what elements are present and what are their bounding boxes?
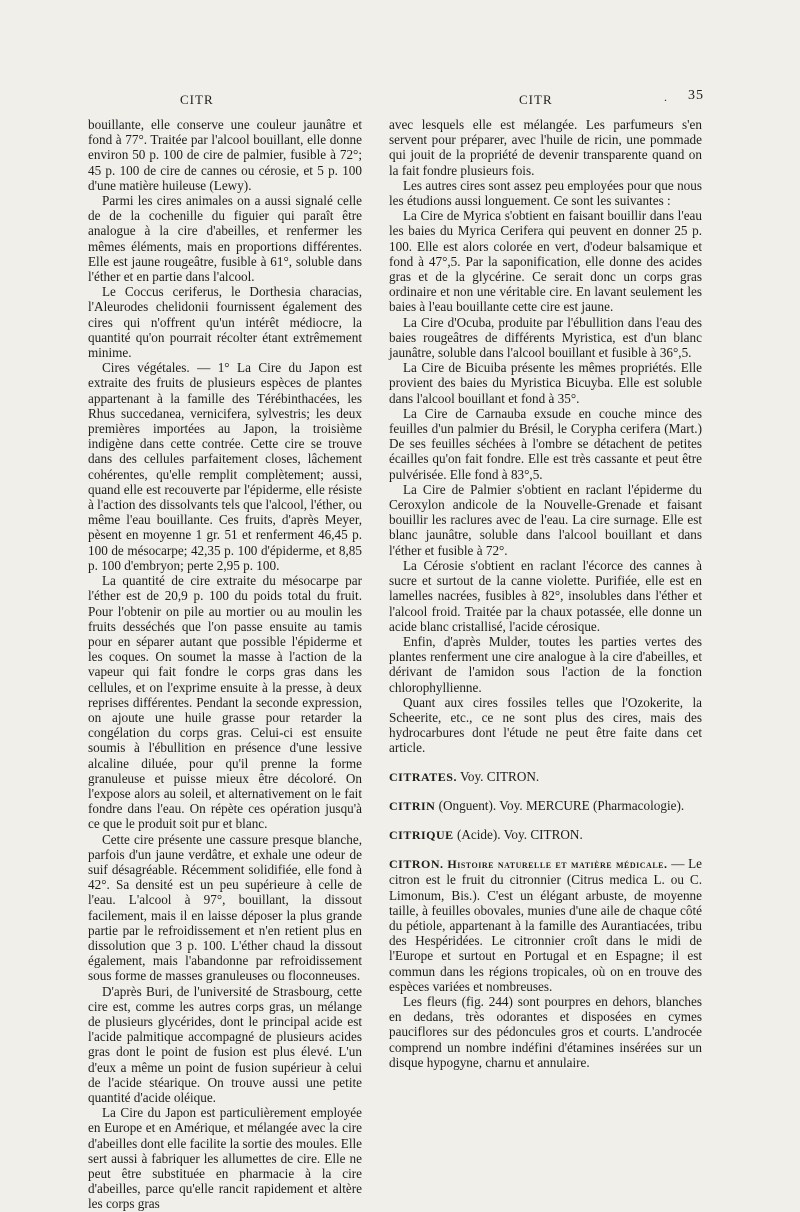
paragraph: avec lesquels elle est mélangée. Les parfumeurs s'en servent pour préparer, avec l'huile de ricin, une pommade qui jouit de la propriété de devenir transparente quand on la fait fondre plusieurs fois. — [389, 117, 702, 178]
paragraph: La Cire d'Ocuba, produite par l'ébullition dans l'eau des baies rougeâtres de différents Myristica, est d'un blanc jaunâtre, soluble dans l'alcool bouillant et fusible à 36°,5. — [389, 314, 702, 361]
entry-body: — Le citron est le fruit du citronnier (Citrus medica L. ou C. Limonum, Bis.). C'est un élégant arbuste, de moyenne taille, à feuilles obovales, munies d'une aile de chaque côté du pétiole, appartenant à la famille des Aurantiacées, tribu des Hespéridées. Le citronnier croît dans le midi de l'Europe et surtout en Portugal et en Espagne; il est commun dans les régions tropicales, où on en trouve des espèces variées et nombreuses. — [389, 856, 703, 994]
paragraph: Les fleurs (fig. 244) sont pourpres en dehors, blanches en dedans, très odorantes et disposées en cymes pauciflores sur des pédoncules gros et courts. L'androcée comprend un nombre indéfini d'étamines insérées sur un disque hypogyne, charnu et annulaire. — [389, 993, 702, 1070]
paragraph: Enfin, d'après Mulder, toutes les parties vertes des plantes renferment une cire analogue à la cire d'abeilles, et dérivant de l'amidon sous l'action de la fonction chlorophyllienne. — [389, 633, 702, 695]
dictionary-entry-citrique — [389, 827, 702, 843]
paragraph: Le Coccus ceriferus, le Dorthesia characias, l'Aleurodes chelidonii fournissent également des cires qui n'offrent qu'un intérêt médiocre, la quantité qu'on pourrait récolter étant extrêmement minime. — [88, 284, 362, 361]
entry-headword: CITRON. Histoire naturelle et matière médicale. — [389, 857, 668, 872]
paragraph: La Cire de Palmier s'obtient en raclant l'épiderme du Ceroxylon andicole de la Nouvelle-Grenade et faisant bouillir les raclures avec de l'eau. La cire surnage. Elle est blanc jaunâtre, soluble dans l'alcool bouillant et dans l'éther et fusible à 72°. — [389, 481, 702, 558]
paragraph: La quantité de cire extraite du mésocarpe par l'éther est de 20,9 p. 100 du poids total du fruit. Pour l'obtenir on pile au mortier ou au moulin les fruits desséchés que l'on passe ensuite au tamis pour en séparer autant que possible l'épiderme et les coques. On soumet la masse à l'action de la vapeur qui fait fondre le corps gras dans les cellules, et on l'exprime ensuite à la presse, à deux reprises différentes. Pendant la seconde expression, on ajoute une huile grasse pour retarder la congélation du corps gras. Celui-ci est ensuite soumis à l'ébullition en présence d'une lessive alcaline diluée, pour qu'il prenne la forme granuleuse et puisse mieux être décoloré. On l'expose alors au soleil, et alternativement on le fait fondre dans l'eau. On répète ces opération jusqu'à ce que le produit soit pur et blanc. — [88, 573, 362, 832]
entry-body: (Acide). Voy. CITRON. — [456, 826, 583, 842]
paragraph: La Cire de Myrica s'obtient en faisant bouillir dans l'eau les baies du Myrica Cerifera qui peuvent en donner 25 p. 100. Elle est alors colorée en vert, d'odeur balsamique et fond à 47°,5. Par la saponification, elle donne des acides gras et de la glycérine. Ce serait donc un corps gras ordinaire et non une véritable cire. En lavant seulement les baies à l'eau bouillante cette cire est jaune. — [389, 208, 702, 315]
dictionary-entry-citrin — [389, 798, 702, 814]
paragraph: Cires végétales. — 1° La Cire du Japon est extraite des fruits de plusieurs espèces de plantes appartenant à la famille des Térébinthacées, les Rhus succedanea, vernicifera, sylvestris; les deux premières importées au Japon, la troisième indigène dans cette contrée. Cette cire se trouve dans des cellules parfaitement closes, lâchement cohérentes, qu'elle remplit complètement; aussi, quand elle est recouverte par l'épiderme, elle résiste à l'action des dissolvants tels que l'alcool, l'éther, ou même l'eau bouillante. Ces fruits, d'après Meyer, pèsent en moyenne 1 gr. 51 et renferment 46,45 p. 100 de mésocarpe; 42,35 p. 100 d'épiderme, et 8,85 p. 100 d'embryon; perte 2,95 p. 100. — [88, 360, 362, 573]
right-running-head: CITR — [519, 92, 553, 107]
paragraph: Quant aux cires fossiles telles que l'Ozokerite, la Scheerite, etc., ce ne sont plus des cires, mais des hydrocarbures dont l'étude ne peut être faite dans cet article. — [389, 694, 702, 756]
entry-headword: CITRIN — [389, 798, 436, 813]
paragraph: La Cérosie s'obtient en raclant l'écorce des cannes à sucre et surtout de la canne violette. Purifiée, elle est en lamelles nacrées, fusibles à 82°, insolubles dans l'éther et l'alcool froid. Traitée par la chaux potassée, elle donne un acide blanc cristallisé, l'acide cérosique. — [389, 557, 702, 634]
left-column — [88, 117, 362, 1212]
paragraph: Cette cire présente une cassure presque blanche, parfois d'un jaune verdâtre, et exhale une odeur de suif désagréable. Récemment solidifiée, elle fond à 42°. Sa densité est un peu supérieure à celle de l'eau. L'alcool à 97°, bouillant, la dissout facilement, mais il en laisse déposer la plus grande partie par le refroidissement et n'en retient plus en dissolution que 3 p. 100. L'éther chaud la dissout également, mais l'abandonne par refroidissement sous forme de masses granuleuses ou floconneuses. — [88, 831, 362, 984]
paragraph: La Cire du Japon est particulièrement employée en Europe et en Amérique, et mélangée avec la cire d'abeilles dont elle facilite la sortie des moules. Elle sert aussi à fabriquer les allumettes de cire. Elle ne peut être substituée en pharmacie à la cire d'abeilles, parce qu'elle rancit rapidement et altère les corps gras — [88, 1105, 362, 1212]
paragraph: La Cire de Carnauba exsude en couche mince des feuilles d'un palmier du Brésil, le Corypha cerifera (Mart.) De ses feuilles séchées à l'ombre se détachent de petites écailles qu'on fait fondre. Elle est très cassante et peut être pulvérisée. Elle fond à 83°,5. — [389, 405, 702, 482]
dictionary-entry-citron — [389, 856, 702, 994]
entry-body: (Onguent). Voy. MERCURE (Pharmacologie). — [438, 797, 685, 813]
entry-headword: CITRATES. — [389, 769, 457, 784]
paragraph: Parmi les cires animales on a aussi signalé celle de de la cochenille du figuier qui paraît être analogue à la cire d'abeilles, et renfermer les mêmes éléments, mais en proportions différentes. Elle est jaune rougeâtre, fusible à 61°, soluble dans l'éther et en partie dans l'alcool. — [88, 193, 362, 285]
entry-body: Voy. CITRON. — [460, 768, 540, 784]
running-header — [0, 88, 800, 116]
paragraph: D'après Buri, de l'université de Strasbourg, cette cire est, comme les autres corps gras, un mélange de plusieurs glycérides, dont le principal acide est l'acide palmitique accompagné de plusieurs acides gras dont le point de fusion est plus élevé. L'un d'eux a même un point de fusion supérieur à celui de l'acide stéarique. On trouve aussi une petite quantité d'acide oléique. — [88, 983, 362, 1105]
left-running-head: CITR — [180, 92, 214, 107]
right-column — [389, 117, 702, 1070]
entry-headword: CITRIQUE — [389, 827, 454, 842]
page-number: 35 — [688, 88, 704, 103]
paragraph: Les autres cires sont assez peu employées pour que nous les étudions aussi longuement. Ce sont les suivantes : — [389, 177, 702, 209]
paragraph: La Cire de Bicuiba présente les mêmes propriétés. Elle provient des baies du Myristica Bicuyba. Elle est soluble dans l'alcool bouillant et fond à 35°. — [389, 360, 702, 406]
dictionary-entry-citrates — [389, 769, 702, 785]
header-dot: . — [664, 90, 668, 104]
paragraph: bouillante, elle conserve une couleur jaunâtre et fond à 77°. Traitée par l'alcool bouillant, elle donne environ 50 p. 100 de cire de palmier, fusible à 72°; 45 p. 100 de cire de cannes ou cérosie, et 5 p. 100 d'une matière huileuse (Lewy). — [88, 117, 362, 193]
